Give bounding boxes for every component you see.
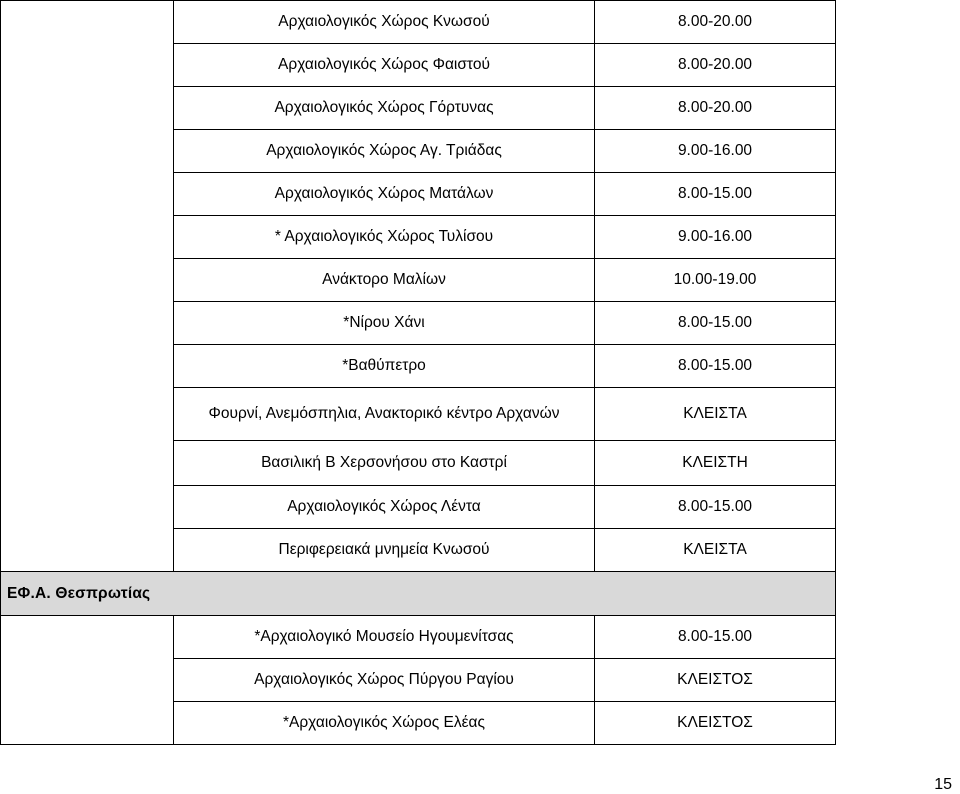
table-row	[1, 616, 836, 659]
site-cell: Αρχαιολογικός Χώρος Αγ. Τριάδας	[174, 130, 595, 173]
site-cell: *Βαθύπετρο	[174, 345, 595, 388]
hours-cell: ΚΛΕΙΣΤΗ	[595, 441, 836, 486]
site-cell: Αρχαιολογικός Χώρος Ματάλων	[174, 173, 595, 216]
hours-cell: 9.00-16.00	[595, 216, 836, 259]
site-cell: Αρχαιολογικός Χώρος Γόρτυνας	[174, 87, 595, 130]
site-cell: Αρχαιολογικός Χώρος Φαιστού	[174, 44, 595, 87]
site-cell: Αρχαιολογικός Χώρος Λέντα	[174, 486, 595, 529]
site-cell: Περιφερειακά μνημεία Κνωσού	[174, 529, 595, 572]
site-cell: Βασιλική Β Χερσονήσου στο Καστρί	[174, 441, 595, 486]
hours-cell: 8.00-15.00	[595, 345, 836, 388]
site-cell: Αρχαιολογικός Χώρος Πύργου Ραγίου	[174, 659, 595, 702]
hours-cell: ΚΛΕΙΣΤΟΣ	[595, 659, 836, 702]
hours-cell: 8.00-15.00	[595, 486, 836, 529]
page-number: 15	[934, 776, 952, 793]
region-header-row	[1, 572, 836, 616]
site-cell: * Αρχαιολογικός Χώρος Τυλίσου	[174, 216, 595, 259]
hours-cell: ΚΛΕΙΣΤΑ	[595, 529, 836, 572]
hours-cell: 8.00-15.00	[595, 302, 836, 345]
site-cell: *Αρχαιολογικό Μουσείο Ηγουμενίτσας	[174, 616, 595, 659]
hours-cell: 9.00-16.00	[595, 130, 836, 173]
hours-cell: ΚΛΕΙΣΤΑ	[595, 388, 836, 441]
hours-cell: 10.00-19.00	[595, 259, 836, 302]
hours-cell: 8.00-20.00	[595, 44, 836, 87]
hours-cell: 8.00-20.00	[595, 87, 836, 130]
region-title: ΕΦ.Α. Θεσπρωτίας	[1, 572, 836, 616]
hours-cell: 8.00-15.00	[595, 616, 836, 659]
site-cell: Ανάκτορο Μαλίων	[174, 259, 595, 302]
hours-cell: ΚΛΕΙΣΤΟΣ	[595, 702, 836, 745]
hours-cell: 8.00-20.00	[595, 1, 836, 44]
table-row	[1, 1, 836, 44]
hours-cell: 8.00-15.00	[595, 173, 836, 216]
region-cell-empty	[1, 616, 174, 745]
site-cell: Αρχαιολογικός Χώρος Κνωσού	[174, 1, 595, 44]
site-cell: Φουρνί, Ανεμόσπηλια, Ανακτορικό κέντρο Αρχανών	[174, 388, 595, 441]
site-cell: *Νίρου Χάνι	[174, 302, 595, 345]
region-cell-empty	[1, 1, 174, 572]
site-cell: *Αρχαιολογικός Χώρος Ελέας	[174, 702, 595, 745]
